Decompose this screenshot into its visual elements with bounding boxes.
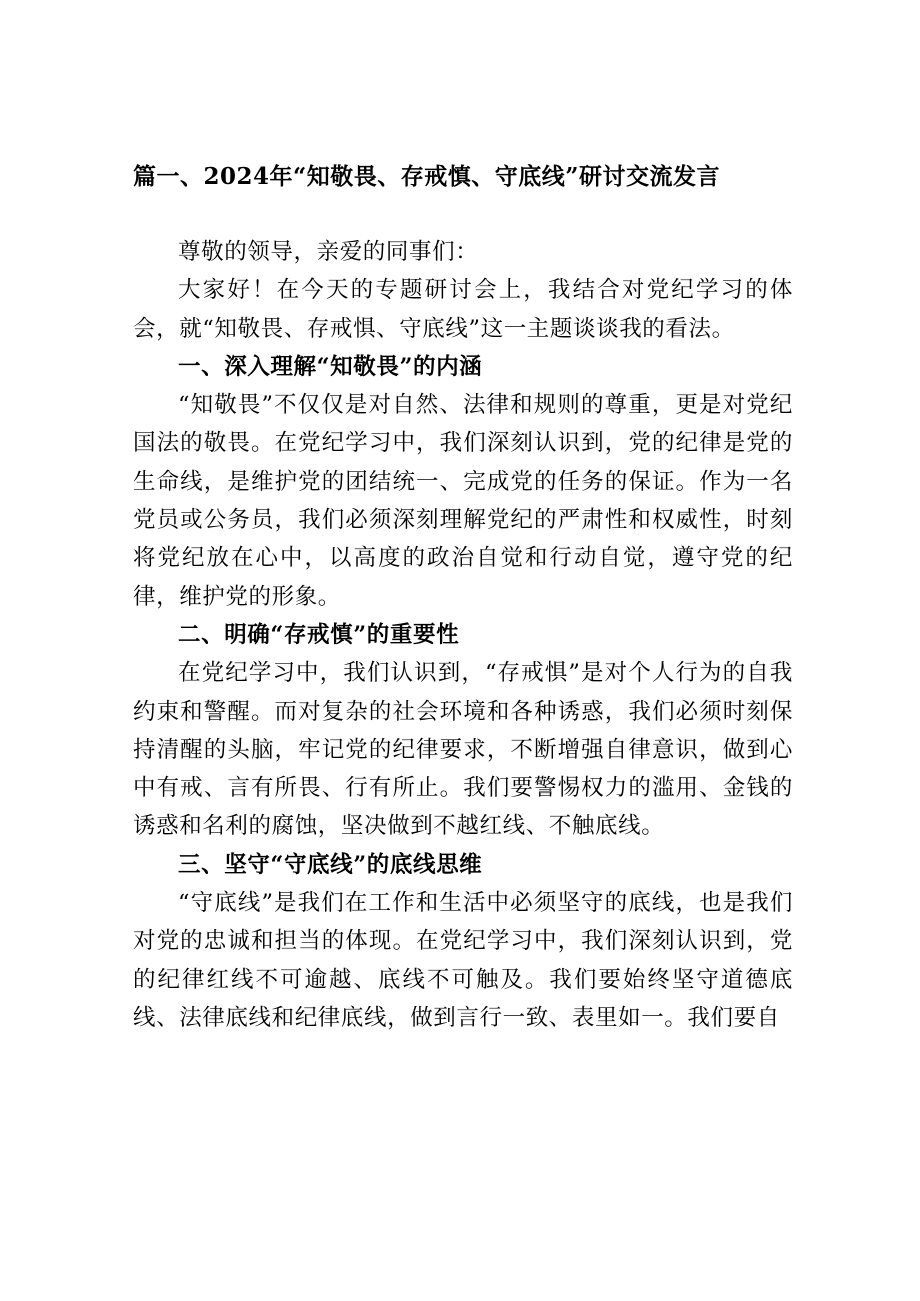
intro-paragraph: 大家好！在今天的专题研讨会上，我结合对党纪学习的体会，就“知敬畏、存戒惧、守底线”这一主题谈谈我的看法。 — [133, 277, 793, 342]
section-body-3: “守底线”是我们在工作和生活中必须坚守的底线，也是我们对党的忠诚和担当的体现。在党纪学习中，我们深刻认识到，党的纪律红线不可逾越、底线不可触及。我们要始终坚守道德底线、法律底线和纪律底线，做到言行一致、表里如一。我们要自 — [133, 890, 793, 1031]
greeting-paragraph: 尊敬的领导，亲爱的同事们： — [178, 239, 479, 265]
section-heading-2: 二、明确“存戒慎”的重要性 — [178, 621, 460, 648]
section-body-2: 在党纪学习中，我们认识到，“存戒惧”是对个人行为的自我约束和警醒。而对复杂的社会环境和各种诱惑，我们必须时刻保持清醒的头脑，牢记党的纪律要求，不断增强自律意识，做到心中有戒、言有所畏、行有所止。我们要警惕权力的滥用、金钱的诱惑和名利的腐蚀，坚决做到不越红线、不触底线。 — [133, 660, 793, 840]
section-body-1: “知敬畏”不仅仅是对自然、法律和规则的尊重，更是对党纪国法的敬畏。在党纪学习中，我们深刻认识到，党的纪律是党的生命线，是维护党的团结统一、完成党的任务的保证。作为一名党员或公务员，我们必须深刻理解党纪的严肃性和权威性，时刻将党纪放在心中，以高度的政治自觉和行动自觉，遵守党的纪律，维护党的形象。 — [133, 392, 793, 610]
section-heading-3: 三、坚守“守底线”的底线思维 — [178, 851, 483, 878]
document-body — [133, 233, 793, 1037]
section-heading-1: 一、深入理解“知敬畏”的内涵 — [178, 353, 483, 380]
document-title: 篇一、2024年“知敬畏、存戒慎、守底线”研讨交流发言 — [133, 163, 720, 190]
